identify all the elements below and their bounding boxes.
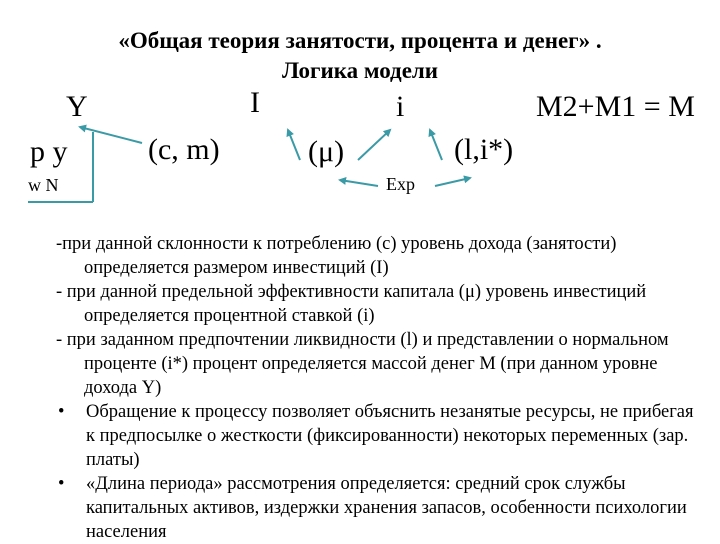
symbol-cm: (c, m) [148,133,220,166]
explanation-text [56,232,706,544]
symbol-exp: Exp [386,174,415,194]
paragraph-income: -при данной склонности к потреблению (с) уровень дохода (занятости) определяется размером инвестиций (I) [56,234,617,278]
arrow-cm-to-py [80,127,142,143]
symbol-li: (l,i*) [454,133,514,166]
paragraph-investment: - при данной предельной эффективности капитала (μ) уровень инвестиций определяется процентной ставкой (i) [56,282,647,326]
symbol-Y: Y [66,90,88,123]
money-equation: M2+M1 = M [536,90,695,123]
bullet-marker: • [58,402,65,422]
arrow-to-exp [435,178,470,186]
arrow-li-to-i [358,130,390,160]
arrow-exp-to-mu [340,180,378,186]
bullet-marker: • [58,474,65,494]
symbol-mu: (μ) [308,135,345,168]
title-line-2: Логика модели [281,58,439,83]
bullet-process-text: Обращение к процессу позволяет объяснить незанятые ресурсы, не прибегая к предпосылке о жесткости (фиксированности) некоторых переменных (зар. платы) [86,402,694,470]
arrow-mu-to-cm [288,130,300,160]
bullet-process [56,400,706,472]
arrow-money-to-li [430,130,442,160]
paragraph-interest: - при заданном предпочтении ликвидности (l) и представлении о нормальном проценте (i*) процент определяется массой денег М (при данном уровне дохода Y) [56,330,669,398]
bullet-period-text: «Длина периода» рассмотрения определяется: средний срок службы капитальных активов, издержки хранения запасов, особенности психологии населения [86,474,687,542]
symbol-wN: w N [28,175,59,195]
symbol-I: I [250,86,260,119]
title-line-1: «Общая теория занятости, процента и денег» . [118,28,602,53]
symbol-py: p y [30,135,68,168]
symbol-i: i [396,90,405,123]
bullet-period [56,472,706,544]
